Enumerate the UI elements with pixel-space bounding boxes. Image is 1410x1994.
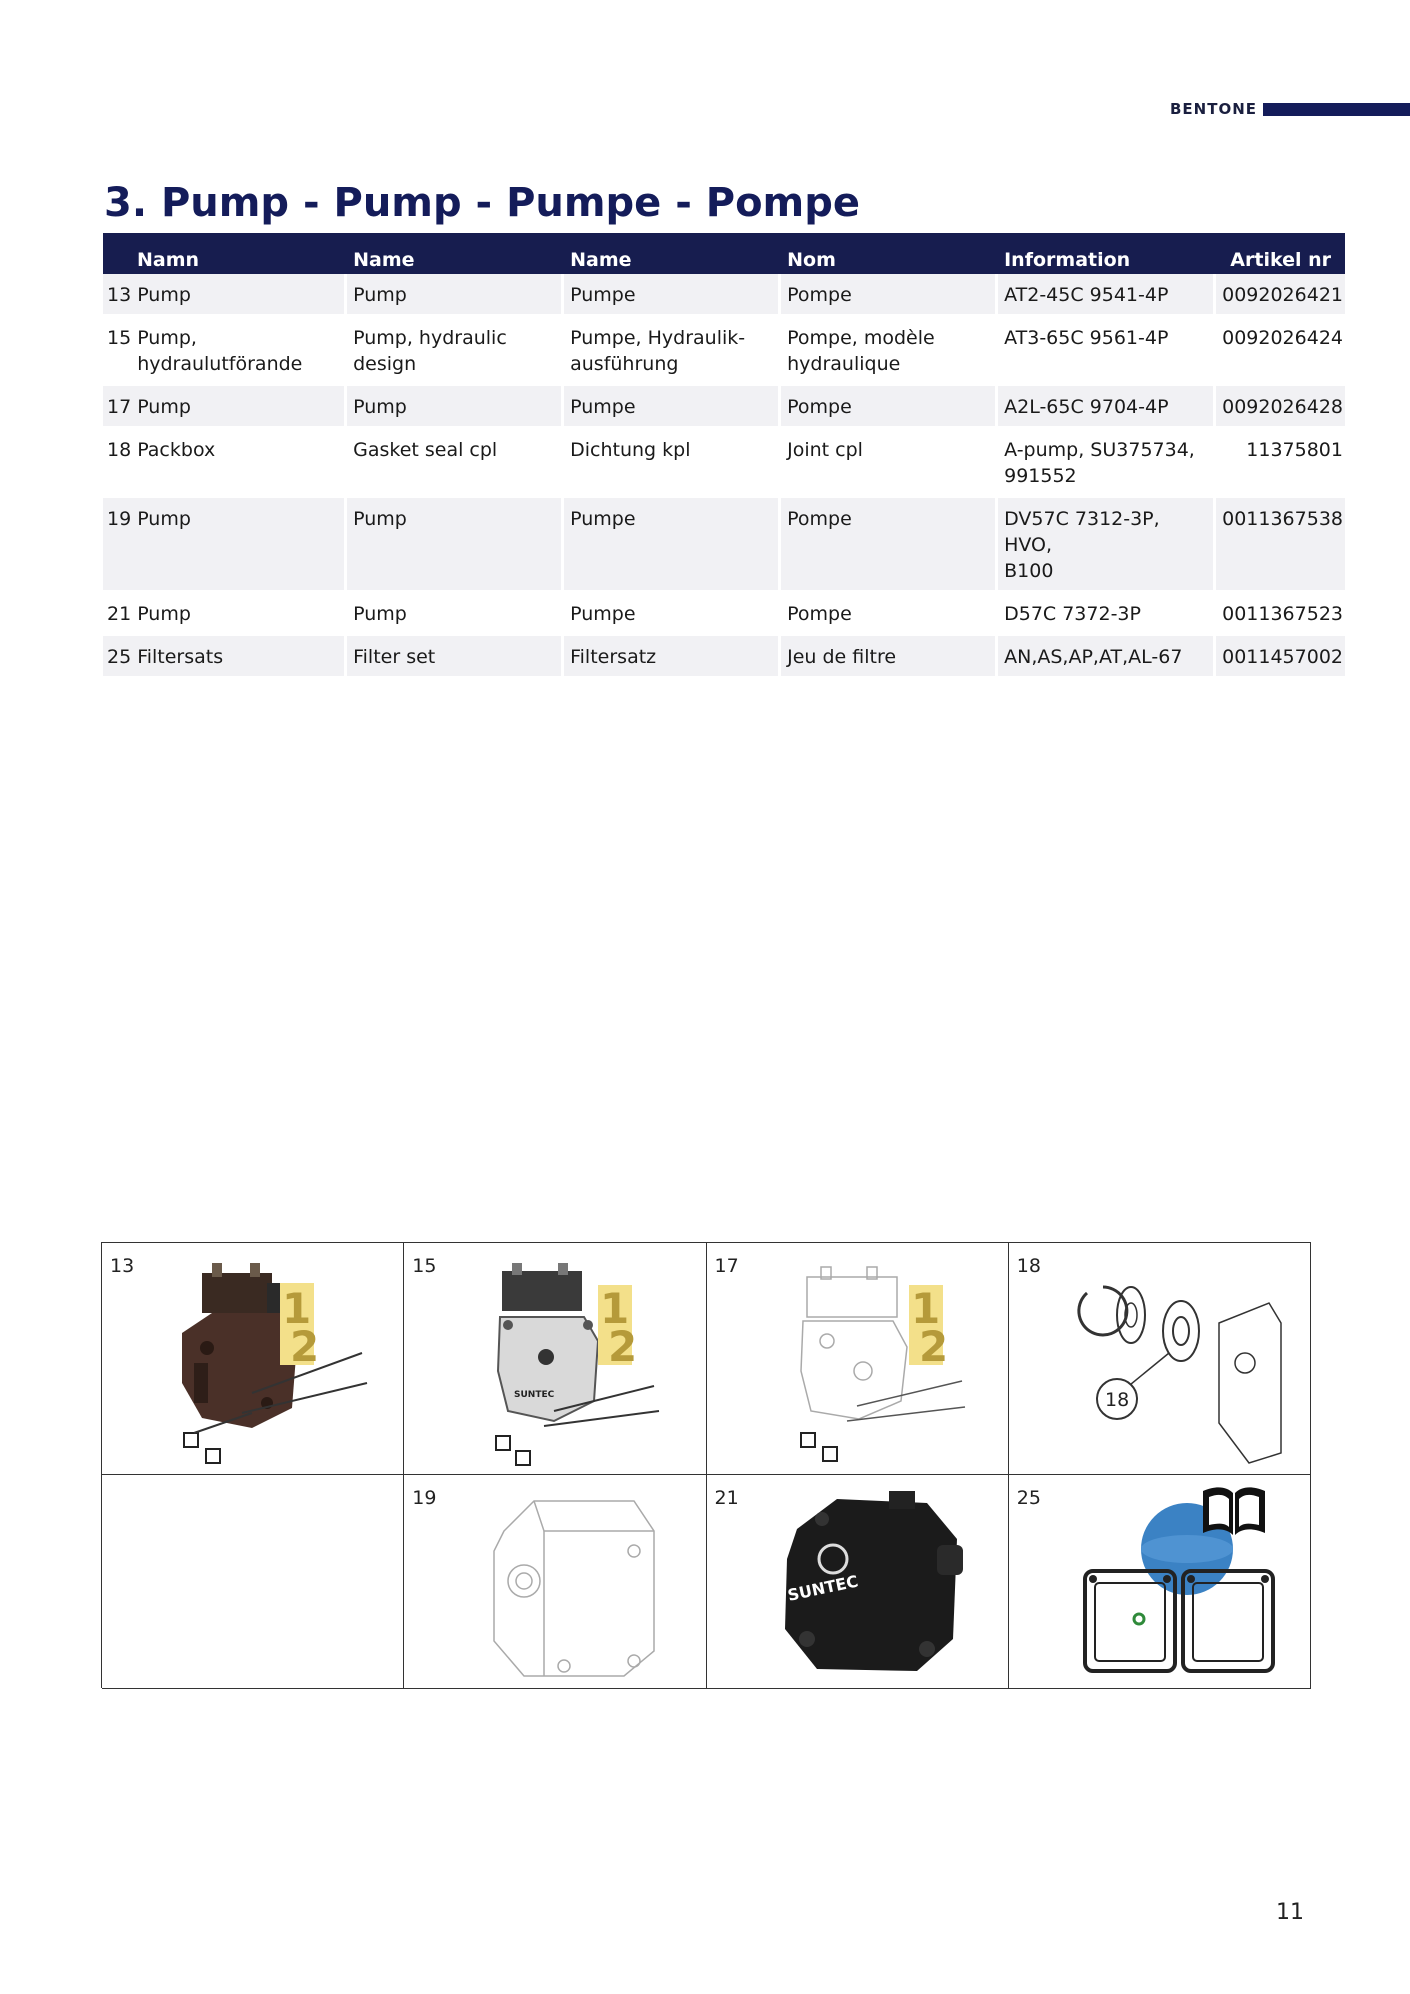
cell-information: D57C 7372-3P [998, 593, 1216, 636]
cell-information: A2L-65C 9704-4P [998, 386, 1216, 429]
table-row [103, 636, 1345, 679]
image-cell-19 [404, 1475, 706, 1689]
badge-bottom: 2 [608, 1322, 638, 1371]
suntec-label: SUNTEC [514, 1390, 555, 1400]
badge-bottom: 2 [290, 1322, 320, 1371]
table-header-row [103, 233, 1345, 274]
image-label: 13 [110, 1255, 135, 1277]
column-header-name-en: Name [347, 233, 564, 274]
image-label: 18 [1016, 1255, 1041, 1277]
table-row [103, 498, 1345, 593]
image-cell-13 [102, 1243, 404, 1475]
cell-namn: Filtersats [134, 636, 347, 679]
cell-name-en: Pump [347, 386, 564, 429]
gasket-seal-drawing-icon [1069, 1263, 1299, 1473]
cell-namn: Packbox [134, 429, 347, 498]
cell-nom: Joint cpl [781, 429, 998, 498]
suntec-logo-text: SUNTEC [785, 1571, 860, 1605]
cell-name-en: Pump [347, 274, 564, 317]
image-cell-21 [707, 1475, 1009, 1689]
cell-name-de: Pumpe [564, 498, 781, 593]
cell-artikel-nr: 0092026428 [1216, 386, 1345, 429]
cell-namn: Pump [134, 498, 347, 593]
column-header-information: Information [998, 233, 1216, 274]
cell-name-en: Filter set [347, 636, 564, 679]
cell-artikel-nr: 0092026424 [1216, 317, 1345, 386]
cell-name-de: Pumpe, Hydraulik- ausführung [564, 317, 781, 386]
cell-nom: Jeu de filtre [781, 636, 998, 679]
image-cell-15 [404, 1243, 706, 1475]
badge-top: 1 [910, 1284, 940, 1333]
cell-name-de: Pumpe [564, 274, 781, 317]
book-icon [1199, 1483, 1269, 1539]
image-cell-17 [707, 1243, 1009, 1475]
column-header-namn: Namn [103, 233, 347, 274]
filter-set-drawing-icon [1079, 1479, 1309, 1684]
cell-nom: Pompe [781, 274, 998, 317]
cell-namn: Pump [134, 274, 347, 317]
column-header-nom: Nom [781, 233, 998, 274]
row-number: 19 [103, 498, 134, 593]
pump-line-drawing-icon [797, 1261, 997, 1471]
cell-name-en: Pump, hydraulic design [347, 317, 564, 386]
cell-information: DV57C 7312-3P, HVO, B100 [998, 498, 1216, 593]
image-label: 19 [412, 1487, 437, 1509]
cell-artikel-nr: 0011367523 [1216, 593, 1345, 636]
brand-bar [1263, 103, 1410, 116]
pump-line-drawing-icon [484, 1491, 664, 1681]
callout-number: 18 [1104, 1389, 1129, 1411]
page-title: 3. Pump - Pump - Pumpe - Pompe [104, 180, 860, 226]
image-cell-empty [102, 1475, 404, 1689]
row-number: 25 [103, 636, 134, 679]
cell-nom: Pompe, modèle hydraulique [781, 317, 998, 386]
page-number: 11 [1276, 1900, 1304, 1925]
cell-name-en: Pump [347, 593, 564, 636]
cell-nom: Pompe [781, 386, 998, 429]
cell-artikel-nr: 0011367538 [1216, 498, 1345, 593]
pump-photo-grey-icon [494, 1261, 694, 1471]
image-cell-18 [1009, 1243, 1311, 1475]
cell-namn: Pump [134, 593, 347, 636]
parts-image-grid [101, 1242, 1311, 1688]
badge-bottom: 2 [918, 1322, 948, 1371]
cell-name-de: Pumpe [564, 593, 781, 636]
cell-information: AN,AS,AP,AT,AL-67 [998, 636, 1216, 679]
row-number: 15 [103, 317, 134, 386]
column-header-artikel-nr: Artikel nr [1216, 233, 1345, 274]
cell-artikel-nr: 0011457002 [1216, 636, 1345, 679]
cell-artikel-nr: 11375801 [1216, 429, 1345, 498]
pump-photo-brown-icon [172, 1253, 392, 1468]
table-row [103, 386, 1345, 429]
brand-name: BENTONE [1170, 100, 1258, 118]
cell-artikel-nr: 0092026421 [1216, 274, 1345, 317]
brand-header [1170, 100, 1410, 118]
table-row [103, 593, 1345, 636]
cell-name-en: Gasket seal cpl [347, 429, 564, 498]
badge-top: 1 [282, 1284, 312, 1333]
table-row [103, 274, 1345, 317]
row-number: 17 [103, 386, 134, 429]
cell-name-de: Filtersatz [564, 636, 781, 679]
cell-name-de: Pumpe [564, 386, 781, 429]
parts-table [103, 233, 1345, 679]
cell-name-de: Dichtung kpl [564, 429, 781, 498]
image-cell-25 [1009, 1475, 1311, 1689]
pump-photo-black-icon [777, 1489, 967, 1679]
cell-namn: Pump [134, 386, 347, 429]
cell-nom: Pompe [781, 498, 998, 593]
image-label: 21 [714, 1487, 739, 1509]
cell-nom: Pompe [781, 593, 998, 636]
row-number: 18 [103, 429, 134, 498]
column-header-name-de: Name [564, 233, 781, 274]
table-row [103, 317, 1345, 386]
cell-information: AT3-65C 9561-4P [998, 317, 1216, 386]
row-number: 13 [103, 274, 134, 317]
cell-information: A-pump, SU375734, 991552 [998, 429, 1216, 498]
cell-namn: Pump, hydraulutförande [134, 317, 347, 386]
table-row [103, 429, 1345, 498]
badge-top: 1 [600, 1284, 630, 1333]
image-label: 17 [714, 1255, 739, 1277]
cell-information: AT2-45C 9541-4P [998, 274, 1216, 317]
image-label: 25 [1016, 1487, 1041, 1509]
row-number: 21 [103, 593, 134, 636]
cell-name-en: Pump [347, 498, 564, 593]
image-label: 15 [412, 1255, 437, 1277]
